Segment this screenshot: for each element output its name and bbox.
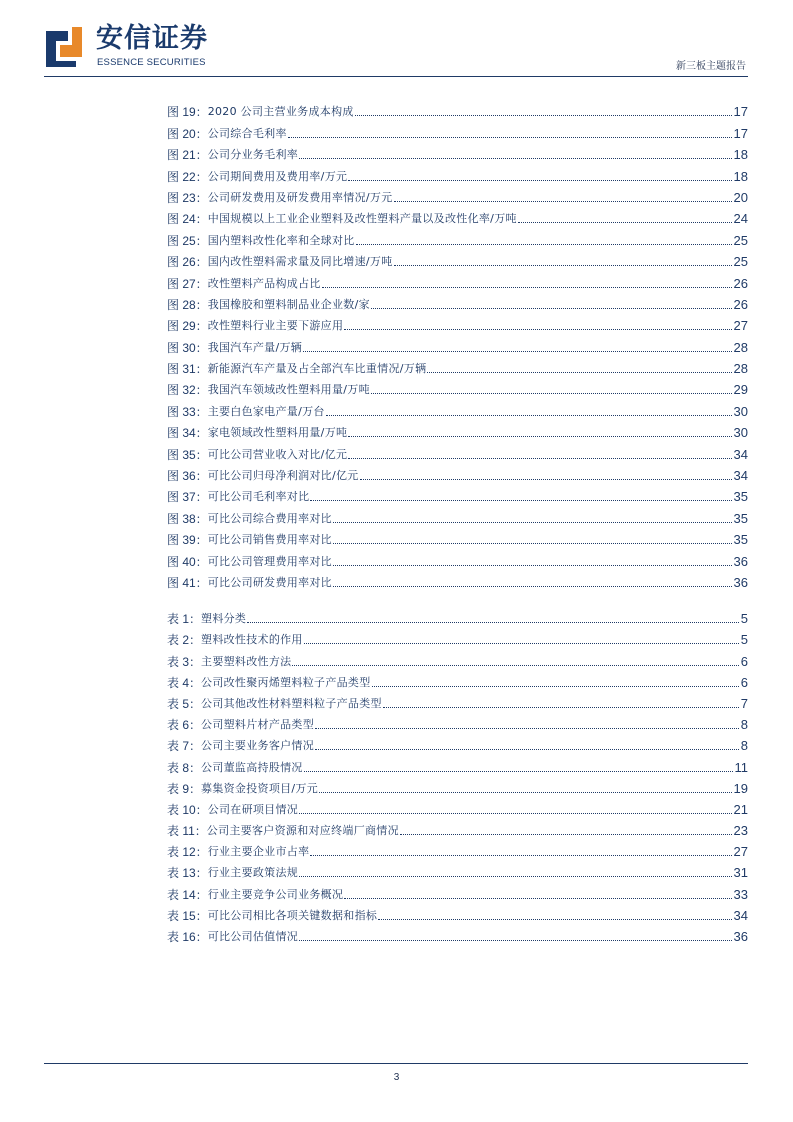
toc-leader-dots [333,522,732,523]
toc-leader-dots [400,834,732,835]
toc-figure-entry[interactable] [167,162,748,183]
toc-entry-title: 我国汽车产量/万辆 [207,340,303,354]
toc-entry-title: 可比公司综合费用率对比 [207,511,332,525]
toc-entry-number: 图 38： [167,511,208,526]
toc-entry-title: 塑料改性技术的作用 [201,633,303,647]
toc-table-entry[interactable] [167,669,748,690]
toc-entry-number: 表 8： [167,760,202,775]
toc-entry-number: 表 10： [167,802,208,817]
toc-entry-number: 表 14： [167,887,208,902]
toc-entry-title: 主要塑料改性方法 [201,654,292,668]
toc-entry-title: 行业主要企业市占率 [207,845,310,859]
page-header [0,0,793,80]
toc-entry-page: 30 [733,403,748,419]
toc-leader-dots [303,351,731,352]
toc-entry-page: 20 [733,189,748,205]
toc-entry-number: 图 23： [167,190,208,205]
toc-entry-page: 8 [740,717,748,733]
toc-entry-page: 8 [740,738,748,754]
toc-entry-number: 图 39： [167,533,208,548]
toc-entry-number: 图 24： [167,212,208,227]
toc-entry-title: 公司改性聚丙烯塑料粒子产品类型 [201,675,371,689]
toc-leader-dots [299,876,731,877]
toc-entry-title: 塑料分类 [201,612,247,626]
toc-entry-number: 表 3： [167,654,202,669]
toc-entry-number: 图 40： [167,554,208,569]
toc-entry-page: 34 [733,468,748,484]
toc-entry-page: 5 [740,632,748,648]
toc-entry-number: 图 29： [167,319,208,334]
toc-entry-title: 家电领域改性塑料用量/万吨 [207,426,348,440]
toc-leader-dots [310,855,731,856]
toc-entry-number: 表 9： [167,781,202,796]
toc-entry-title: 我国汽车领域改性塑料用量/万吨 [207,383,370,397]
toc-entry-page: 34 [733,907,748,923]
toc-figure-entry[interactable] [167,397,748,418]
toc-entry-number: 表 1： [167,612,202,627]
toc-entry-page: 25 [733,254,748,270]
toc-entry-page: 24 [733,211,748,227]
toc-entry-page: 5 [740,611,748,627]
toc-entry-page: 11 [734,759,748,775]
toc-entry-page: 30 [733,425,748,441]
toc-leader-dots [348,436,731,437]
toc-entry-title: 可比公司营业收入对比/亿元 [207,447,348,461]
toc-leader-dots [333,565,732,566]
toc-figure-entry[interactable] [167,376,748,397]
toc-entry-title: 公司主要客户资源和对应终端厂商情况 [206,824,399,838]
toc-figure-entry[interactable] [167,141,748,162]
toc-leader-dots [518,222,732,223]
toc-entry-page: 36 [733,574,748,590]
footer-divider [44,1063,748,1064]
toc-entry-title: 公司其他改性材料塑料粒子产品类型 [201,696,382,710]
toc-entry-title: 募集资金投资项目/万元 [201,781,319,795]
toc-entry-title: 可比公司相比各项关键数据和指标 [207,908,378,922]
toc-entry-page: 36 [733,929,748,944]
toc-table-entry[interactable] [167,902,748,923]
toc-entry-page: 33 [733,886,748,902]
toc-leader-dots [247,622,739,623]
toc-leader-dots [319,792,732,793]
toc-figure-entry[interactable] [167,312,748,333]
toc-entry-page: 36 [733,553,748,569]
toc-figure-entry[interactable] [167,462,748,483]
toc-entry-title: 公司期间费用及费用率/万元 [207,169,348,183]
toc-leader-dots [360,479,732,480]
toc-entry-page: 35 [733,510,748,526]
toc-entry-number: 图 36： [167,469,208,484]
brand-name-en: ESSENCE SECURITIES [97,57,206,68]
toc-entry-page: 35 [733,532,748,548]
toc-leader-dots [394,201,732,202]
toc-table-entry[interactable] [167,880,748,901]
toc-entry-number: 图 41： [167,575,208,590]
toc-figure-entry[interactable] [167,419,748,440]
toc-entry-number: 表 4： [167,675,202,690]
toc-entry-title: 行业主要竞争公司业务概况 [207,887,344,901]
toc-figure-entry[interactable] [167,355,748,376]
toc-table-entry[interactable] [167,817,748,838]
toc-leader-dots [288,137,732,138]
page-number: 3 [393,1072,400,1083]
toc-entry-page: 6 [740,674,748,690]
toc-leader-dots [333,543,732,544]
toc-entry-title: 可比公司归母净利润对比/亿元 [207,469,359,483]
toc-entry-page: 28 [733,339,748,355]
toc-entry-title: 国内塑料改性化率和全球对比 [207,233,355,247]
toc-leader-dots [344,329,731,330]
toc-entry-number: 表 16： [167,930,208,944]
toc-entry-number: 表 2： [167,633,202,648]
toc-entry-number: 表 11： [167,824,207,839]
toc-entry-page: 35 [733,489,748,505]
toc-figure-entry[interactable] [167,98,748,119]
toc-entry-title: 我国橡胶和塑料制品业企业数/家 [207,297,370,311]
toc-entry-number: 图 30： [167,340,208,355]
toc-figure-entry[interactable] [167,226,748,247]
toc-table-entry[interactable] [167,711,748,732]
toc-table-entry[interactable] [167,732,748,753]
toc-leader-dots [348,180,731,181]
toc-entry-page: 31 [733,865,748,881]
toc-leader-dots [299,813,731,814]
toc-entry-title: 可比公司估值情况 [207,930,299,943]
toc-entry-title: 可比公司管理费用率对比 [207,554,332,568]
toc-figure-entry[interactable] [167,184,748,205]
toc-entry-page: 19 [733,780,748,796]
toc-entry-number: 表 15： [167,908,208,923]
toc-figure-entry[interactable] [167,291,748,312]
report-type-label: 新三板主题报告 [676,61,746,72]
toc-entry-page: 34 [733,446,748,462]
toc-leader-dots [371,308,732,309]
toc-leader-dots [355,115,732,116]
toc-entry-number: 表 6： [167,718,202,733]
toc-leader-dots [356,244,732,245]
toc-entry-number: 图 37： [167,490,208,505]
toc-leader-dots [344,898,731,899]
toc-entry-number: 图 22： [167,169,208,184]
toc-entry-number: 表 7： [167,739,202,754]
toc-entry-number: 表 13： [167,866,208,881]
toc-entry-page: 28 [733,361,748,377]
toc-entry-title: 可比公司销售费用率对比 [207,533,332,547]
toc-table-entry[interactable] [167,838,748,859]
toc-leader-dots [378,919,731,920]
toc-entry-number: 图 20： [167,126,208,141]
toc-figure-entry[interactable] [167,569,748,590]
toc-entry-number: 图 26： [167,255,208,270]
toc-entry-page: 27 [733,844,748,860]
toc-table-entry[interactable] [167,626,748,647]
toc-entry-title: 改性塑料行业主要下游应用 [207,319,344,333]
toc-figure-entry[interactable] [167,269,748,290]
toc-leader-dots [372,686,739,687]
toc-entry-page: 17 [733,104,748,120]
toc-entry-title: 公司董监高持股情况 [201,760,303,774]
toc-entry-page: 29 [733,382,748,398]
toc-figure-entry[interactable] [167,504,748,525]
toc-leader-dots [299,940,731,941]
toc-entry-title: 国内改性塑料需求量及同比增速/万吨 [207,255,393,269]
toc-leader-dots [348,458,731,459]
toc-leader-dots [315,728,739,729]
toc-figure-entry[interactable] [167,440,748,461]
toc-entry-page: 18 [733,147,748,163]
header-divider [44,76,748,77]
toc-figure-entry[interactable] [167,205,748,226]
toc-entry-title: 公司塑料片材产品类型 [201,718,315,732]
toc-leader-dots [299,158,731,159]
toc-figure-entry[interactable] [167,119,748,140]
toc-figure-entry[interactable] [167,547,748,568]
toc-table-entry[interactable] [167,690,748,711]
toc-entry-number: 图 31： [167,362,208,377]
toc-leader-dots [427,372,731,373]
toc-figure-entry[interactable] [167,526,748,547]
toc-leader-dots [315,749,739,750]
toc-leader-dots [292,665,738,666]
toc-table-entry[interactable] [167,796,748,817]
toc-entry-page: 27 [733,318,748,334]
figures-toc-list [167,98,748,590]
essence-securities-logo-icon [44,27,82,69]
toc-entry-title: 公司分业务毛利率 [207,148,299,162]
toc-entry-title: 可比公司研发费用率对比 [207,575,332,589]
toc-entry-page: 21 [733,801,748,817]
toc-figure-entry[interactable] [167,333,748,354]
toc-figure-entry[interactable] [167,248,748,269]
toc-entry-title: 公司综合毛利率 [207,126,287,140]
toc-leader-dots [304,771,733,772]
toc-entry-title: 改性塑料产品构成占比 [207,276,321,290]
toc-leader-dots [383,707,739,708]
toc-entry-number: 图 32： [167,383,208,398]
toc-leader-dots [326,415,732,416]
toc-leader-dots [333,586,732,587]
toc-entry-number: 图 35： [167,447,208,462]
toc-entry-page: 26 [733,275,748,291]
toc-entry-title: 公司主要业务客户情况 [201,739,315,753]
toc-entry-title: 公司研发费用及研发费用率情况/万元 [207,190,393,204]
toc-entry-number: 表 12： [167,845,208,860]
toc-leader-dots [371,393,732,394]
toc-table-entry[interactable] [167,923,748,944]
toc-entry-page: 26 [733,296,748,312]
toc-table-entry[interactable] [167,753,748,774]
toc-table-entry[interactable] [167,605,748,626]
toc-entry-number: 表 5： [167,696,202,711]
toc-entry-title: 主要白色家电产量/万台 [207,404,325,418]
toc-entry-number: 图 27： [167,276,208,291]
toc-entry-title: 中国规模以上工业企业塑料及改性塑料产量以及改性化率/万吨 [207,212,517,226]
toc-table-entry[interactable] [167,647,748,668]
toc-figure-entry[interactable] [167,483,748,504]
toc-entry-number: 图 28： [167,297,208,312]
toc-entry-number: 图 34： [167,426,208,441]
toc-leader-dots [322,287,732,288]
toc-entry-page: 23 [733,823,748,839]
toc-entry-title: 行业主要政策法规 [207,866,299,880]
toc-table-entry[interactable] [167,859,748,880]
toc-leader-dots [310,500,731,501]
brand-name-cn: 安信证券 [96,23,208,54]
toc-entry-title: 2020 公司主营业务成本构成 [207,105,354,119]
tables-toc-list [167,605,748,944]
toc-leader-dots [394,265,732,266]
toc-entry-page: 17 [733,125,748,141]
toc-entry-number: 图 21： [167,148,208,163]
toc-entry-title: 新能源汽车产量及占全部汽车比重情况/万辆 [207,362,427,376]
toc-entry-number: 图 19： [167,105,208,120]
toc-leader-dots [304,643,739,644]
toc-entry-page: 18 [733,168,748,184]
toc-entry-title: 公司在研项目情况 [207,802,299,816]
toc-entry-title: 可比公司毛利率对比 [207,490,310,504]
toc-entry-page: 25 [733,232,748,248]
toc-entry-page: 7 [740,695,748,711]
toc-entry-number: 图 33： [167,404,208,419]
toc-entry-number: 图 25： [167,233,208,248]
toc-table-entry[interactable] [167,775,748,796]
toc-entry-page: 6 [740,653,748,669]
